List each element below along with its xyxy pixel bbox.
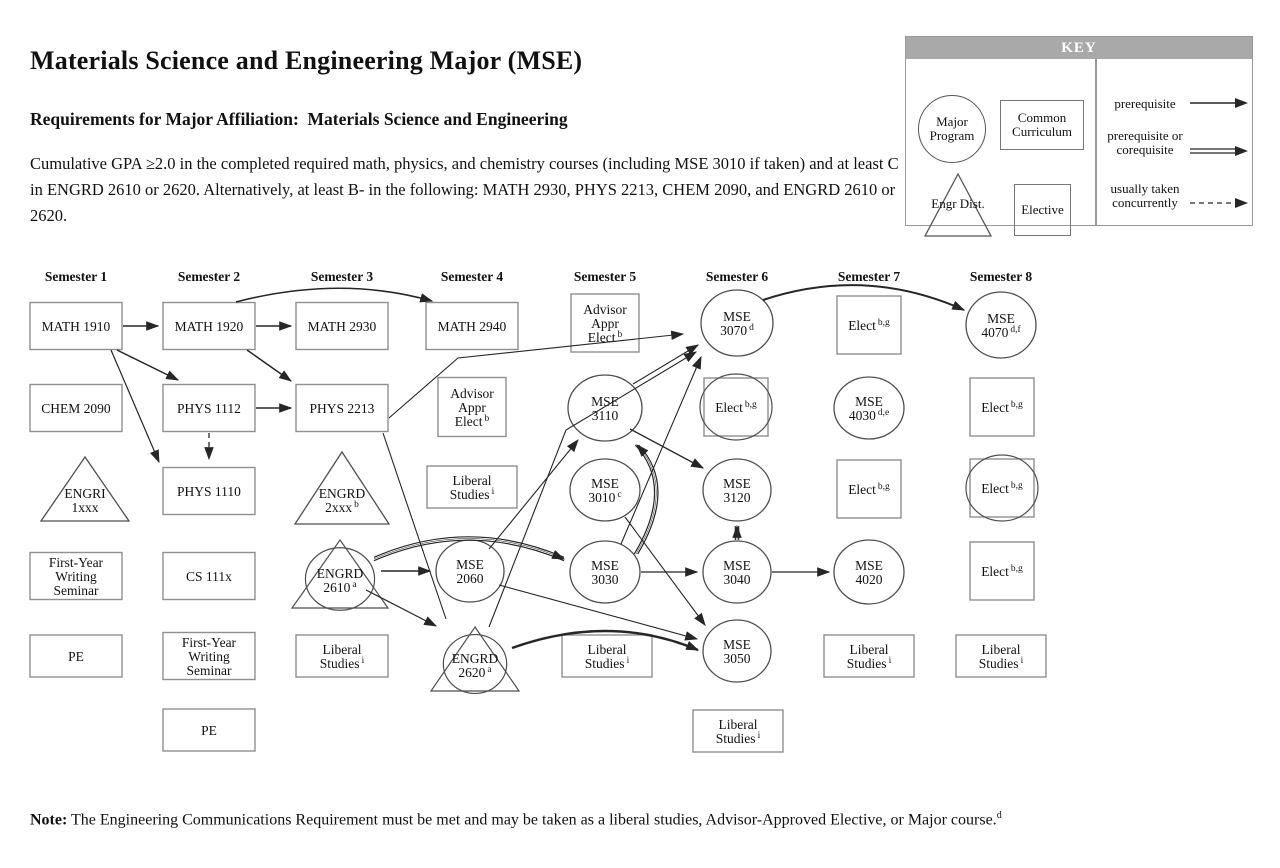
mse-3110-label: MSE 3110 — [591, 394, 619, 423]
key-elective-label: Elective — [1021, 202, 1064, 217]
libstud-5-label: Liberal Studies $^i$ — [584, 642, 630, 671]
node-phys-2213 — [296, 385, 388, 432]
key-title: KEY — [906, 37, 1252, 59]
semester-header-6: Semester 6 — [705, 269, 769, 284]
node-mse-3120 — [703, 459, 771, 521]
node-mse-3050 — [703, 620, 771, 682]
engri-1xxx-label: ENGRI 1xxx — [64, 485, 106, 515]
key-engr-dist-label: Engr Dist. — [931, 196, 985, 211]
footer-note-text: The Engineering Communications Requirement must be met and may be taken as a liberal studies, Advisor-Approved Elective, or Major course. — [67, 811, 997, 829]
mse-4070-label: MSE 4070 $^{d,f}$ — [981, 311, 1021, 340]
libstud-3-label: Liberal Studies $^i$ — [319, 642, 365, 671]
elect-7a-label: Elect $^{b,g}$ — [848, 318, 890, 333]
node-engrd-2610 — [292, 540, 388, 610]
key-prereq-or-coreq-label: prerequisite or corequisite — [1107, 128, 1183, 157]
math-2930-label: MATH 2930 — [307, 319, 377, 334]
edge-math-1920-phys-2213 — [247, 350, 291, 381]
semester-header-1: Semester 1 — [44, 269, 108, 284]
mse-4020-label: MSE 4020 — [855, 558, 883, 587]
node-mse-3040 — [703, 541, 771, 603]
key-major-program-label: Major Program — [929, 114, 975, 143]
node-elect-7a — [837, 296, 901, 354]
libstud-8-label: Liberal Studies $^i$ — [978, 642, 1024, 671]
node-libstud-5 — [562, 635, 652, 677]
mse-3030-label: MSE 3030 — [591, 558, 619, 587]
adv-elect-4-label: Advisor Appr Elect $^b$ — [450, 386, 494, 429]
chem-2090-label: CHEM 2090 — [41, 401, 111, 416]
node-fyws-2 — [163, 633, 255, 680]
edge-math-1920-math-2940 — [236, 288, 432, 302]
node-libstud-3 — [296, 635, 388, 677]
node-libstud-4 — [427, 466, 517, 508]
engrd-2620-label: ENGRD 2620 $^a$ — [451, 651, 499, 680]
node-adv-elect-4 — [438, 378, 506, 437]
edge-math-1910-phys-1112 — [117, 350, 178, 380]
math-1920-label: MATH 1920 — [174, 319, 244, 334]
node-cs-111x — [163, 553, 255, 600]
mse-3070-label: MSE 3070 $^d$ — [720, 309, 754, 338]
node-mse-2060 — [436, 540, 504, 602]
node-libstud-6 — [693, 710, 783, 752]
mse-3050-label: MSE 3050 — [723, 637, 751, 666]
node-pe-2 — [163, 709, 255, 751]
page-title: Materials Science and Engineering Major (MSE) — [30, 46, 583, 75]
node-libstud-8 — [956, 635, 1046, 677]
node-libstud-7 — [824, 635, 914, 677]
phys-1112-label: PHYS 1112 — [177, 401, 241, 416]
footer-note-prefix: Note: — [30, 811, 68, 829]
node-adv-elect-5 — [571, 294, 639, 352]
adv-elect-5-label: Advisor Appr Elect $^b$ — [583, 302, 627, 345]
node-math-1910 — [30, 303, 122, 350]
edge-mse-3110-mse-3120 — [630, 429, 703, 468]
node-mse-3110 — [568, 375, 642, 441]
pe-2-label: PE — [201, 723, 217, 738]
semester-header-2: Semester 2 — [177, 269, 241, 284]
node-chem-2090 — [30, 385, 122, 432]
fyws-2-label: First-Year Writing Seminar — [181, 635, 237, 678]
footer-note — [30, 810, 1250, 829]
phys-2213-label: PHYS 2213 — [309, 401, 375, 416]
elect-6-label: Elect $^{b,g}$ — [715, 400, 757, 415]
semester-header-3: Semester 3 — [310, 269, 374, 284]
math-2940-label: MATH 2940 — [437, 319, 507, 334]
engrd-2610-label: ENGRD 2610 $^a$ — [316, 566, 364, 595]
node-mse-4020 — [834, 540, 904, 604]
libstud-6-label: Liberal Studies $^i$ — [715, 717, 761, 746]
elect-8c-label: Elect $^{b,g}$ — [981, 564, 1023, 579]
semester-header-4: Semester 4 — [440, 269, 504, 284]
key-concurrent-label: usually taken concurrently — [1110, 181, 1180, 210]
node-elect-7b — [837, 460, 901, 518]
node-elect-8c — [970, 542, 1034, 600]
cs-111x-label: CS 111x — [186, 569, 232, 584]
node-phys-1110 — [163, 468, 255, 515]
libstud-7-label: Liberal Studies $^i$ — [846, 642, 892, 671]
node-mse-4070 — [966, 292, 1036, 358]
edge-mse-3030-mse-3070 — [621, 357, 701, 544]
node-mse-3030 — [570, 541, 640, 603]
mse-4030-label: MSE 4030 $^{d,e}$ — [848, 394, 890, 423]
elect-8a-label: Elect $^{b,g}$ — [981, 400, 1023, 415]
libstud-4-label: Liberal Studies $^i$ — [449, 473, 495, 502]
node-engrd-2620 — [431, 627, 519, 693]
mse-3040-label: MSE 3040 — [723, 558, 751, 587]
node-pe-1 — [30, 635, 122, 677]
node-mse-3010 — [570, 459, 640, 521]
elect-7b-label: Elect $^{b,g}$ — [848, 482, 890, 497]
phys-1110-label: PHYS 1110 — [177, 484, 241, 499]
node-elect-6 — [700, 374, 772, 440]
key-prerequisite-label: prerequisite — [1114, 96, 1176, 111]
elect-8b-label: Elect $^{b,g}$ — [981, 481, 1023, 496]
semester-header-8: Semester 8 — [969, 269, 1033, 284]
mse-3010-label: MSE 3010 $^c$ — [588, 476, 622, 505]
node-elect-8b — [966, 455, 1038, 521]
node-math-2930 — [296, 303, 388, 350]
node-fyws-1 — [30, 553, 122, 600]
node-mse-4030 — [834, 377, 904, 439]
node-engrd-2xxx — [295, 452, 389, 524]
node-math-2940 — [426, 303, 518, 350]
edge-phys-2213-engrd-2620 — [383, 433, 446, 619]
footer-note-sup: d — [996, 810, 1002, 821]
semester-header-7: Semester 7 — [837, 269, 901, 284]
intro-text: Cumulative GPA ≥2.0 in the completed required math, physics, and chemistry courses (including MSE 3010 if taken) and at least C in ENGRD 2610 or 2620. Alternatively, at least B- in the following: MATH 2930, PHYS 2213, CHEM 2090, and ENGRD 2610 or 2620. — [30, 154, 899, 225]
pe-1-label: PE — [68, 649, 84, 664]
edge-mse-3110-mse-3070 — [633, 345, 698, 384]
page-subtitle: Requirements for Major Affiliation: Materials Science and Engineering — [30, 109, 568, 129]
mse-3120-label: MSE 3120 — [723, 476, 751, 505]
node-engri-1xxx — [41, 457, 129, 521]
node-math-1920 — [163, 303, 255, 350]
mse-2060-label: MSE 2060 — [456, 557, 484, 586]
node-elect-8a — [970, 378, 1034, 436]
semester-header-5: Semester 5 — [573, 269, 637, 284]
fyws-1-label: First-Year Writing Seminar — [48, 555, 104, 598]
math-1910-label: MATH 1910 — [41, 319, 111, 334]
key-common-curriculum-label: Common Curriculum — [1012, 110, 1072, 139]
node-mse-3070 — [701, 290, 773, 356]
engrd-2xxx-label: ENGRD 2xxx $^b$ — [318, 486, 366, 516]
node-phys-1112 — [163, 385, 255, 432]
edge-mse-3040-mse-3120 — [735, 526, 738, 540]
